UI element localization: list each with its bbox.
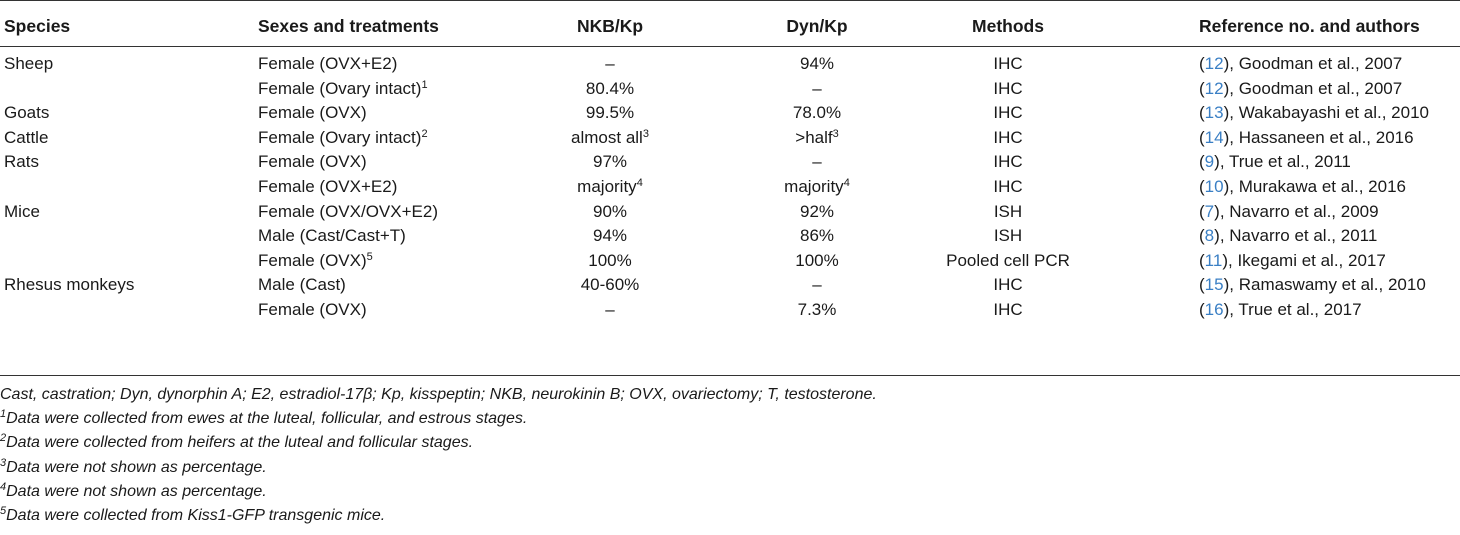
reference-authors: , True et al., 2017	[1229, 300, 1362, 319]
cell-nkb-kp	[505, 274, 715, 296]
cell-sex-treatment	[258, 250, 373, 272]
cell-nkb-kp-text: majority	[577, 177, 637, 196]
reference-link[interactable]: 12	[1204, 78, 1224, 98]
cell-dyn-kp	[712, 225, 922, 247]
cell-method	[903, 78, 1113, 100]
reference-authors: , Goodman et al., 2007	[1229, 54, 1403, 73]
cell-sex-treatment-text: Female (OVX)	[258, 152, 367, 172]
cell-dyn-kp-text: 78.0%	[792, 103, 842, 123]
reference-authors: , Murakawa et al., 2016	[1229, 177, 1406, 196]
cell-species-text: Rhesus monkeys	[4, 275, 135, 295]
cell-nkb-kp-text: 97%	[592, 152, 628, 172]
reference-link[interactable]: 7	[1204, 201, 1215, 221]
footnote	[0, 505, 385, 527]
cell-sex-treatment-text: Female (OVX/OVX+E2)	[258, 201, 438, 221]
cell-dyn-kp	[712, 299, 922, 321]
cell-dyn-kp-text: 92%	[799, 201, 835, 221]
cell-species	[4, 127, 48, 149]
cell-method	[903, 151, 1113, 173]
header-methods: Methods	[972, 16, 1044, 36]
reference-link[interactable]: 10	[1204, 177, 1224, 196]
cell-nkb-kp	[505, 176, 715, 198]
cell-dyn-kp	[712, 102, 922, 124]
cell-species-text: Mice	[4, 201, 40, 221]
cell-reference: (16), True et al., 2017	[1199, 300, 1362, 319]
cell-method-text: IHC	[993, 177, 1023, 196]
cell-species-text: Rats	[4, 152, 39, 172]
cell-dyn-kp-text: >half	[795, 127, 833, 147]
reference-authors: , Goodman et al., 2007	[1229, 78, 1403, 98]
cell-sex-treatment	[258, 225, 406, 247]
cell-method-text: Pooled cell PCR	[946, 250, 1070, 270]
reference-link[interactable]: 14	[1204, 127, 1224, 147]
cell-sex-treatment	[258, 151, 367, 173]
cell-method-text: IHC	[993, 54, 1023, 73]
cell-method	[903, 299, 1113, 321]
cell-reference: (8), Navarro et al., 2011	[1199, 226, 1378, 246]
cell-sex-treatment-footnote-mark: 1	[421, 78, 428, 91]
cell-nkb-kp	[505, 102, 715, 124]
reference-link[interactable]: 12	[1204, 54, 1224, 73]
footnote-mark: 1	[0, 408, 7, 421]
cell-sex-treatment	[258, 299, 367, 321]
cell-nkb-kp	[505, 250, 715, 272]
header-species: Species	[4, 16, 71, 36]
cell-reference: (14), Hassaneen et al., 2016	[1199, 127, 1414, 147]
cell-method-text: ISH	[993, 226, 1023, 246]
cell-reference: (9), True et al., 2011	[1199, 152, 1351, 172]
reference-authors: , Ikegami et al., 2017	[1228, 250, 1386, 270]
cell-nkb-kp	[505, 201, 715, 223]
cell-reference: (15), Ramaswamy et al., 2010	[1199, 275, 1426, 295]
footnote-mark: 3	[0, 456, 7, 469]
footnote-mark: 4	[0, 480, 7, 493]
cell-nkb-kp	[505, 151, 715, 173]
cell-method-text: IHC	[993, 300, 1023, 319]
cell-nkb-kp	[505, 299, 715, 321]
cell-method	[903, 102, 1113, 124]
cell-method-text: IHC	[993, 103, 1023, 123]
reference-link[interactable]: 16	[1204, 300, 1224, 319]
footnote	[0, 432, 473, 454]
header-reference: Reference no. and authors	[1199, 16, 1420, 36]
cell-nkb-kp	[505, 78, 715, 100]
cell-nkb-kp-text: 100%	[588, 250, 632, 270]
cell-nkb-kp-text: 94%	[592, 226, 628, 246]
cell-sex-treatment-text: Female (OVX)	[258, 300, 367, 319]
footnote-mark: 2	[0, 432, 7, 445]
cell-dyn-kp	[712, 151, 922, 173]
cell-method	[903, 250, 1113, 272]
cell-species	[4, 274, 134, 296]
cell-dyn-kp-text: –	[812, 275, 822, 295]
cell-dyn-kp-text: 100%	[795, 250, 839, 270]
cell-nkb-kp-footnote-mark: 4	[636, 177, 643, 189]
cell-method-text: IHC	[993, 275, 1023, 295]
cell-sex-treatment-text: Female (Ovary intact)	[258, 127, 422, 147]
cell-sex-treatment	[258, 53, 397, 75]
cell-sex-treatment	[258, 176, 397, 198]
cell-sex-treatment-text: Female (OVX)	[258, 250, 367, 270]
cell-nkb-kp-text: –	[605, 54, 615, 73]
footnote-abbreviations: Cast, castration; Dyn, dynorphin A; E2, estradiol-17β; Kp, kisspeptin; NKB, neurokinin B; OVX, ovariectomy; T, testosterone.	[0, 386, 877, 403]
cell-nkb-kp-text: 99.5%	[585, 103, 635, 123]
cell-method-text: IHC	[993, 127, 1023, 147]
cell-method-text: IHC	[993, 152, 1023, 172]
cell-nkb-kp	[505, 53, 715, 75]
cell-dyn-kp	[712, 274, 922, 296]
footnote-text: Data were collected from ewes at the luteal, follicular, and estrous stages.	[6, 410, 528, 428]
header-sex: Sexes and treatments	[258, 16, 439, 36]
reference-link[interactable]: 11	[1204, 250, 1223, 270]
cell-reference: (12), Goodman et al., 2007	[1199, 54, 1403, 73]
footnote-text: Data were collected from Kiss1-GFP transgenic mice.	[6, 507, 386, 524]
reference-authors: , Hassaneen et al., 2016	[1229, 127, 1414, 147]
footnote-text: Data were not shown as percentage.	[6, 482, 267, 500]
cell-dyn-kp-text: 7.3%	[797, 300, 837, 319]
cell-dyn-kp	[712, 176, 922, 198]
reference-link[interactable]: 15	[1204, 275, 1224, 295]
cell-dyn-kp	[712, 78, 922, 100]
cell-method	[903, 53, 1113, 75]
cell-sex-treatment-footnote-mark: 5	[366, 250, 373, 263]
cell-species-text: Sheep	[4, 54, 54, 73]
cell-dyn-kp	[712, 250, 922, 272]
cell-species	[4, 151, 39, 173]
cell-species	[4, 201, 40, 223]
cell-sex-treatment	[258, 127, 428, 149]
cell-sex-treatment-text: Female (OVX+E2)	[258, 177, 398, 196]
cell-nkb-kp	[505, 225, 715, 247]
cell-dyn-kp-text: majority	[784, 177, 844, 196]
cell-species	[4, 53, 53, 75]
cell-sex-treatment-text: Female (OVX)	[258, 103, 367, 123]
cell-dyn-kp-footnote-mark: 4	[843, 177, 850, 189]
footnote-mark: 5	[0, 505, 7, 517]
cell-method	[903, 274, 1113, 296]
reference-authors: , Navarro et al., 2011	[1219, 226, 1378, 246]
cell-dyn-kp-text: 94%	[799, 54, 835, 73]
reference-authors: , Ramaswamy et al., 2010	[1229, 275, 1426, 295]
cell-species	[4, 102, 49, 124]
cell-nkb-kp-text: –	[605, 300, 615, 319]
cell-dyn-kp	[712, 53, 922, 75]
cell-sex-treatment-text: Female (Ovary intact)	[258, 78, 422, 98]
cell-sex-treatment-footnote-mark: 2	[421, 127, 428, 140]
cell-reference: (12), Goodman et al., 2007	[1199, 78, 1403, 98]
cell-dyn-kp-text: –	[812, 152, 822, 172]
cell-method	[903, 201, 1113, 223]
cell-species-text: Goats	[4, 103, 50, 123]
reference-authors: , True et al., 2011	[1219, 152, 1351, 172]
cell-sex-treatment	[258, 274, 346, 296]
cell-method	[903, 225, 1113, 247]
cell-dyn-kp-text: 86%	[799, 226, 835, 246]
cell-nkb-kp-text: 80.4%	[585, 78, 635, 98]
cell-sex-treatment	[258, 78, 428, 100]
cell-dyn-kp	[712, 127, 922, 149]
cell-nkb-kp-footnote-mark: 3	[642, 127, 649, 140]
cell-reference: (13), Wakabayashi et al., 2010	[1199, 103, 1429, 123]
cell-reference: (7), Navarro et al., 2009	[1199, 201, 1379, 221]
cell-reference: (11), Ikegami et al., 2017	[1199, 250, 1386, 270]
cell-nkb-kp	[505, 127, 715, 149]
footnote	[0, 457, 267, 479]
cell-method-text: ISH	[993, 201, 1023, 221]
cell-sex-treatment	[258, 201, 438, 223]
cell-dyn-kp-footnote-mark: 3	[832, 127, 839, 140]
reference-authors: , Navarro et al., 2009	[1219, 201, 1379, 221]
footnote-text: Data were collected from heifers at the luteal and follicular stages.	[6, 434, 474, 452]
cell-sex-treatment-text: Male (Cast)	[258, 275, 346, 295]
header-dyn: Dyn/Kp	[786, 16, 848, 36]
cell-nkb-kp-text: 40-60%	[580, 275, 640, 295]
cell-dyn-kp-text: –	[812, 78, 822, 98]
reference-link[interactable]: 13	[1204, 103, 1224, 123]
table-header-rule	[0, 46, 1460, 47]
cell-species-text: Cattle	[4, 127, 49, 147]
cell-sex-treatment-text: Female (OVX+E2)	[258, 54, 398, 73]
cell-method-text: IHC	[993, 78, 1023, 98]
cell-reference: (10), Murakawa et al., 2016	[1199, 177, 1406, 196]
footnote-text: Data were not shown as percentage.	[6, 458, 267, 476]
reference-link[interactable]: 9	[1204, 152, 1215, 172]
header-nkb: NKB/Kp	[576, 16, 644, 36]
reference-authors: , Wakabayashi et al., 2010	[1229, 103, 1429, 123]
table-top-rule	[0, 0, 1460, 1]
cell-dyn-kp	[712, 201, 922, 223]
footnote	[0, 481, 267, 503]
cell-sex-treatment	[258, 102, 367, 124]
cell-nkb-kp-text: almost all	[571, 127, 643, 147]
cell-nkb-kp-text: 90%	[592, 201, 628, 221]
footnote	[0, 408, 527, 430]
table-bottom-rule	[0, 375, 1460, 376]
cell-sex-treatment-text: Male (Cast/Cast+T)	[258, 226, 406, 246]
cell-method	[903, 127, 1113, 149]
reference-link[interactable]: 8	[1204, 226, 1215, 246]
cell-method	[903, 176, 1113, 198]
